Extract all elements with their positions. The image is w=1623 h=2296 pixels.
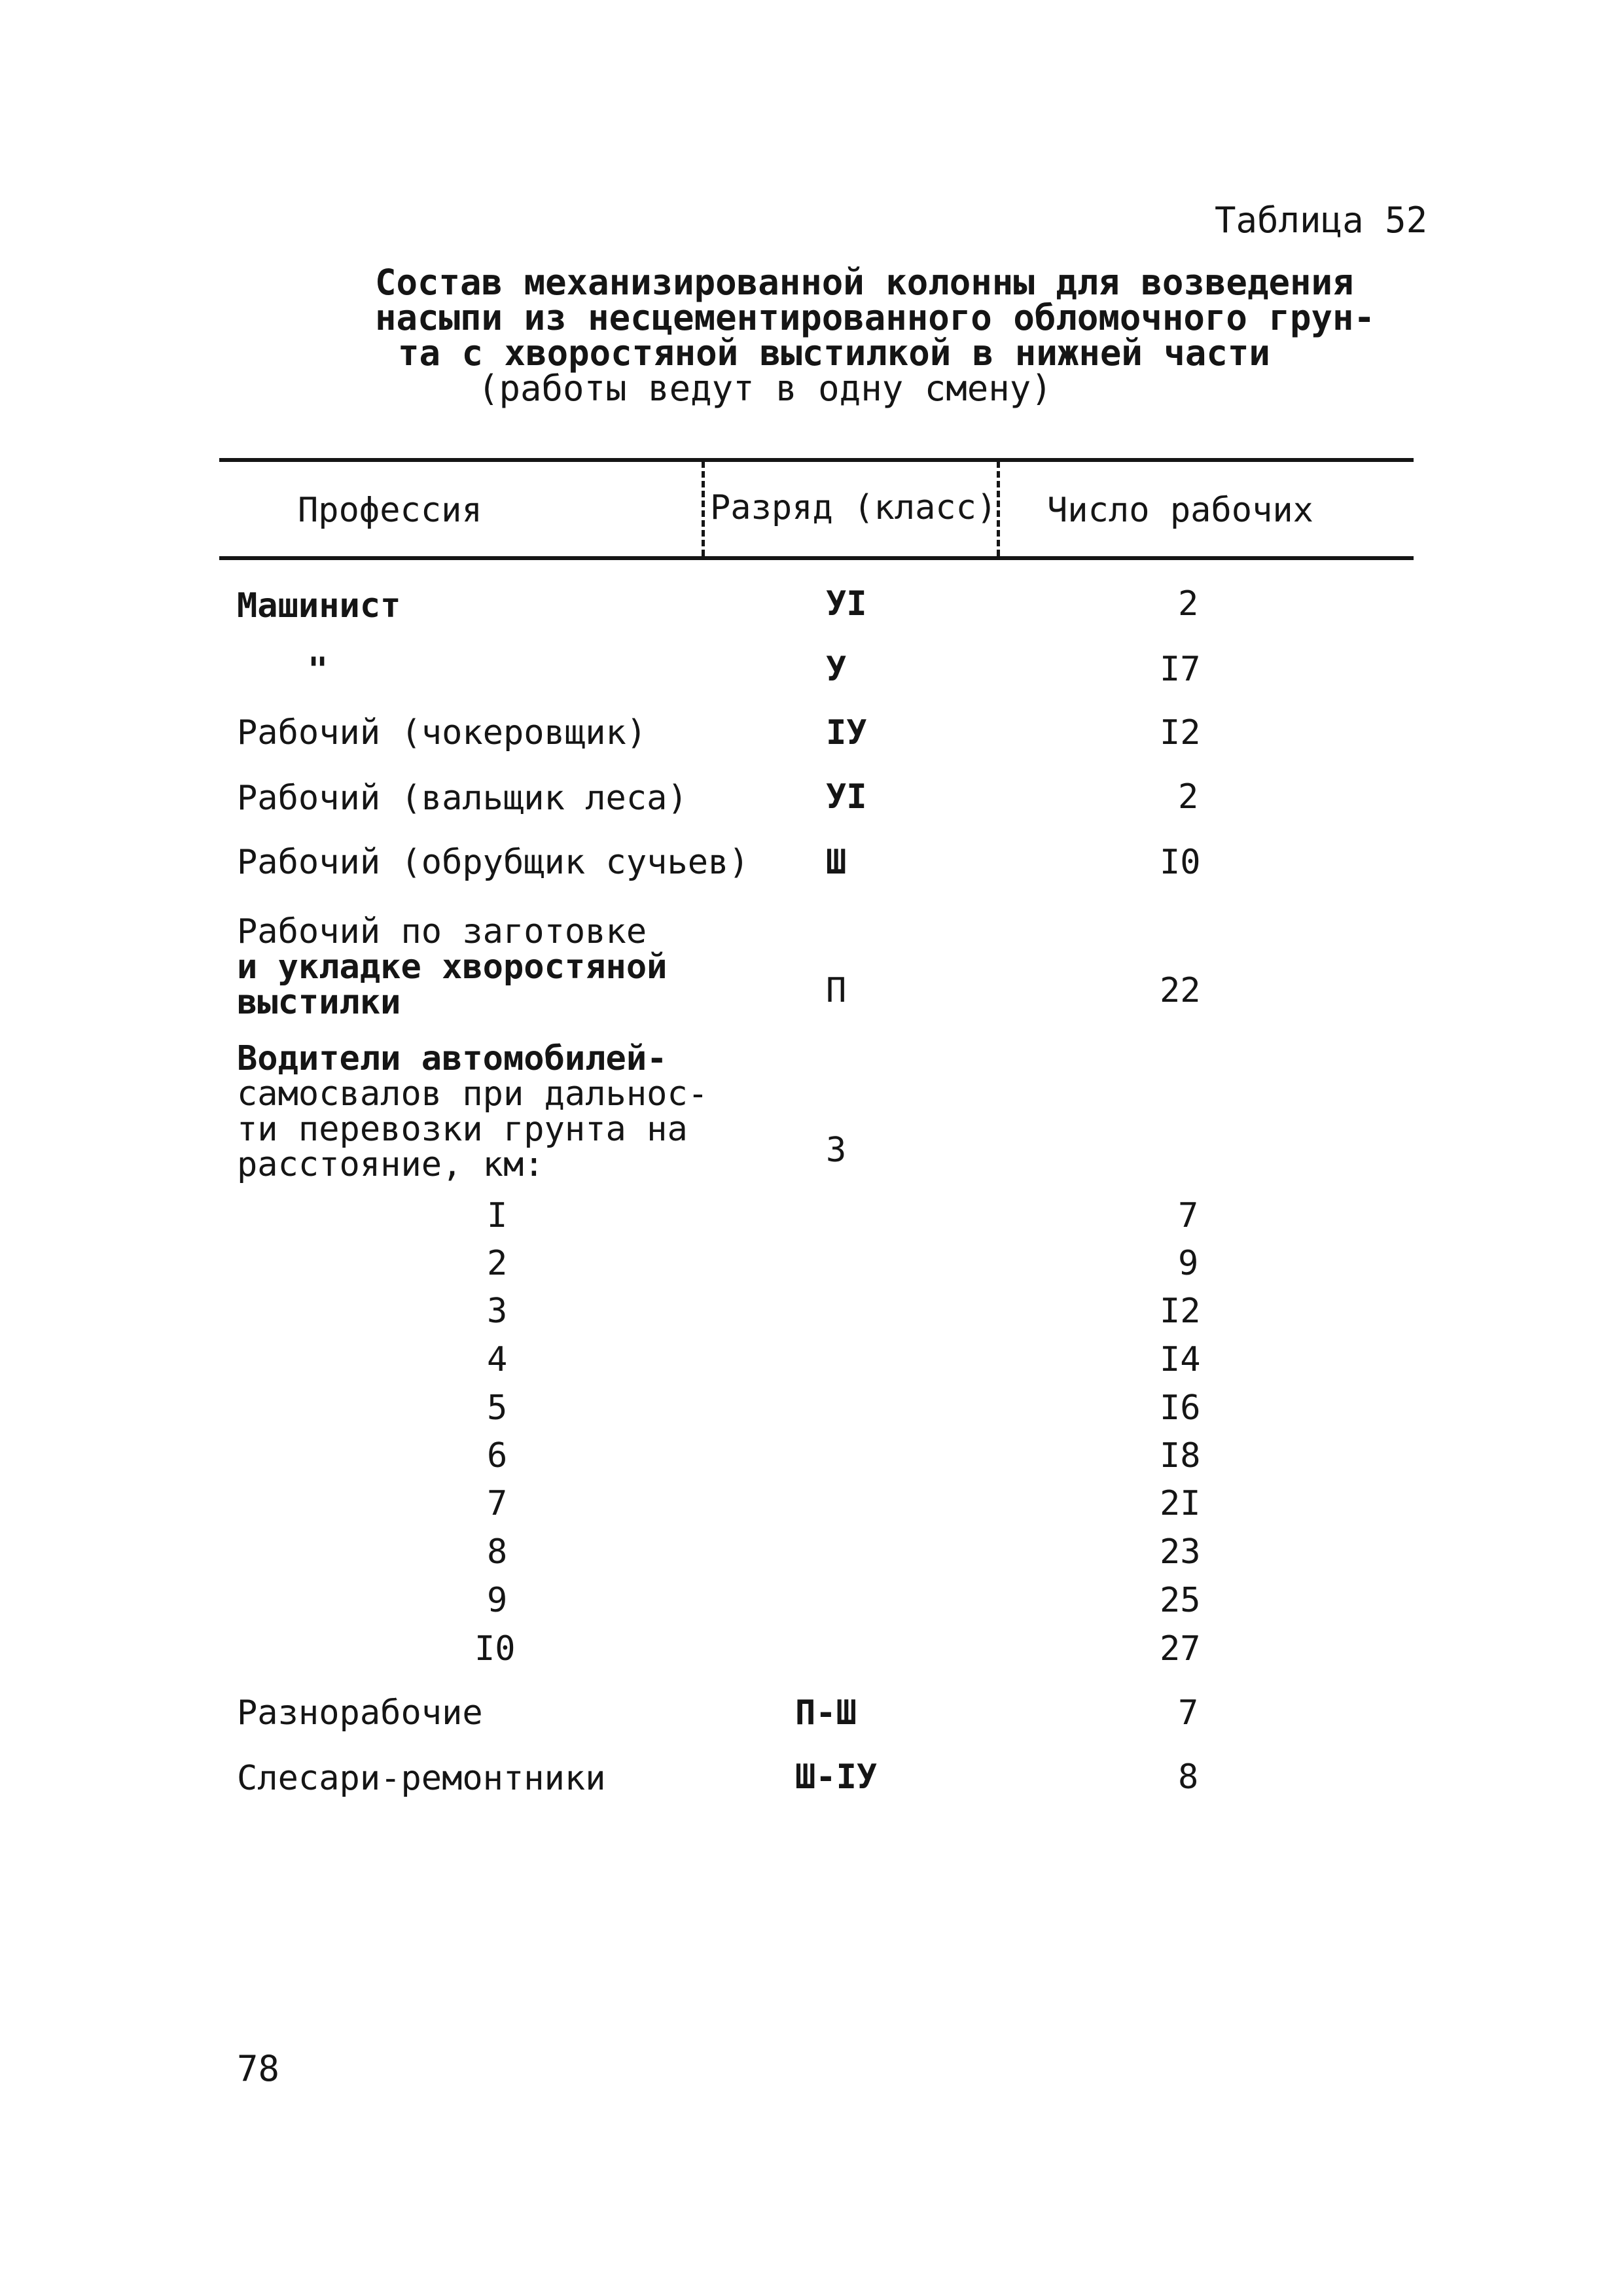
distance-km: 6 [487, 1436, 508, 1475]
distance-count: 23 [1160, 1532, 1201, 1572]
row-count: I2 [1160, 713, 1201, 752]
row-count: 2 [1178, 584, 1199, 624]
row-grade: 3 [826, 1131, 847, 1170]
header-top-rule [219, 458, 1414, 462]
distance-count: 27 [1160, 1629, 1201, 1669]
row-profession-line: расстояние, км: [237, 1145, 544, 1184]
row-count: 22 [1160, 971, 1201, 1010]
row-profession: Рабочий (обрубщик сучьев) [237, 843, 749, 882]
row-profession: Машинист [237, 586, 401, 626]
row-count: 2 [1178, 777, 1199, 817]
distance-count: 9 [1178, 1244, 1199, 1283]
distance-km: I0 [474, 1629, 516, 1669]
row-profession: " [308, 650, 329, 690]
distance-km: I [487, 1196, 508, 1235]
row-profession: Рабочий (вальщик леса) [237, 779, 688, 818]
header-divider-2 [997, 461, 1000, 556]
row-grade: Ш [826, 843, 847, 882]
row-profession-line: Водители автомобилей- [237, 1039, 668, 1078]
page-number: 78 [237, 2048, 280, 2089]
row-profession-line: Рабочий по заготовке [237, 912, 647, 951]
row-profession-line: самосвалов при дальнос- [237, 1074, 709, 1114]
row-profession-line: выстилки [237, 983, 401, 1022]
row-grade: УI [826, 777, 867, 817]
row-grade: П [826, 971, 847, 1010]
row-count: 8 [1178, 1757, 1199, 1797]
distance-km: 9 [487, 1581, 508, 1620]
header-bottom-rule [219, 556, 1414, 560]
row-profession: Разнорабочие [237, 1693, 483, 1733]
distance-km: 7 [487, 1484, 508, 1523]
row-grade: Ш-IУ [795, 1757, 878, 1797]
row-count: 7 [1178, 1693, 1199, 1733]
row-grade: П-Ш [795, 1693, 857, 1733]
title-line-4: (работы ведут в одну смену) [478, 368, 1052, 409]
table-caption: Таблица 52 [1215, 200, 1428, 241]
distance-count: I6 [1160, 1388, 1201, 1428]
distance-km: 2 [487, 1244, 508, 1283]
row-profession-line: ти перевозки грунта на [237, 1110, 688, 1149]
header-divider-1 [702, 461, 705, 556]
header-profession: Профессия [298, 491, 482, 530]
row-grade: УI [826, 584, 867, 624]
distance-count: 25 [1160, 1581, 1201, 1620]
title-line-2: насыпи из несцементированного обломочного грун- [375, 297, 1376, 338]
row-count: I0 [1160, 843, 1201, 882]
header-count: Число рабочих [1047, 491, 1313, 530]
distance-count: I2 [1160, 1292, 1201, 1331]
distance-count: 2I [1160, 1484, 1201, 1523]
distance-km: 4 [487, 1340, 508, 1379]
row-profession-line: и укладке хворостяной [237, 947, 668, 987]
row-profession: Слесари-ремонтники [237, 1759, 606, 1798]
row-profession: Рабочий (чокеровщик) [237, 713, 647, 752]
title-line-3: та с хворостяной выстилкой в нижней части [398, 332, 1270, 374]
row-count: I7 [1160, 650, 1201, 689]
distance-km: 3 [487, 1292, 508, 1331]
distance-count: 7 [1178, 1196, 1199, 1235]
row-grade: IУ [826, 713, 867, 752]
distance-km: 5 [487, 1388, 508, 1428]
distance-count: I8 [1160, 1436, 1201, 1475]
title-line-1: Состав механизированной колонны для возведения [375, 262, 1354, 303]
header-grade: Разряд (класс) [710, 488, 997, 527]
distance-count: I4 [1160, 1340, 1201, 1379]
row-grade: У [826, 650, 847, 689]
distance-km: 8 [487, 1532, 508, 1572]
